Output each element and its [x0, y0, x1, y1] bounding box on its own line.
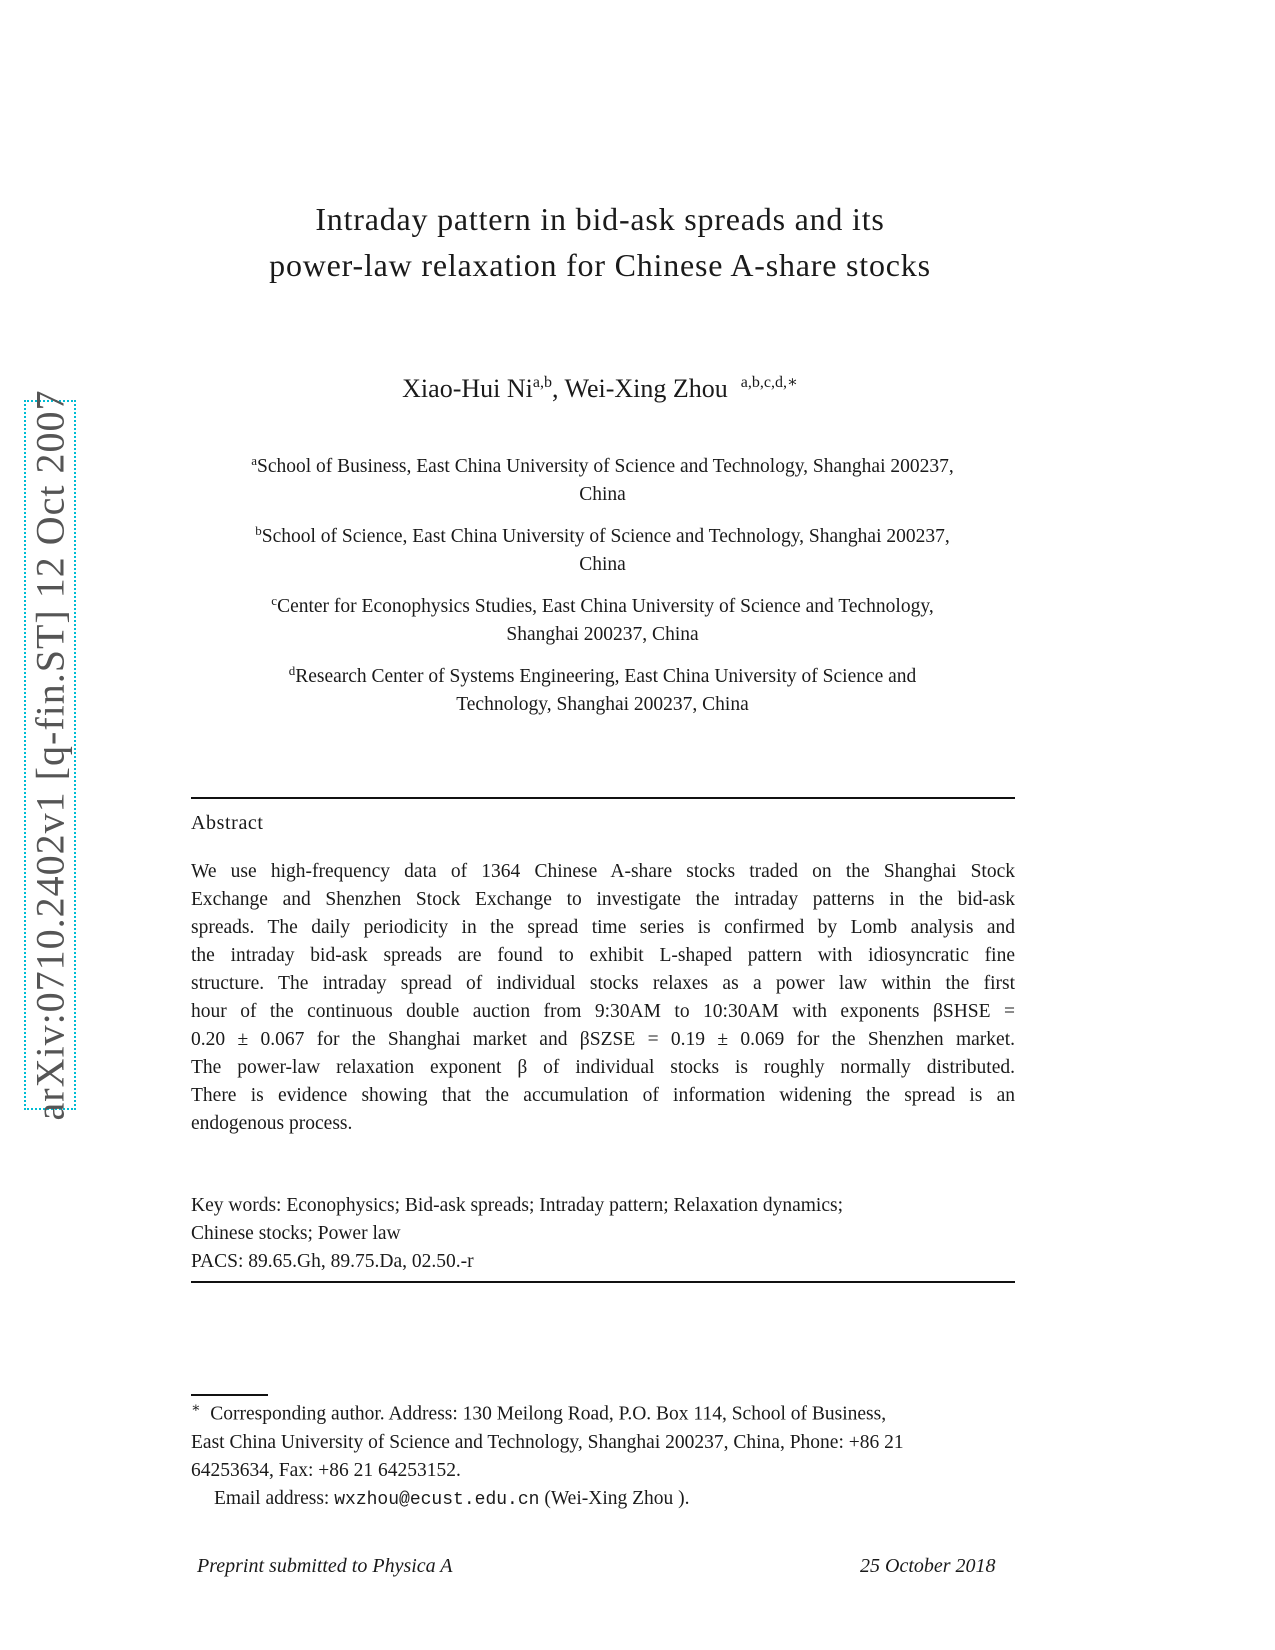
abstract-line: 0.20 ± 0.067 for the Shanghai market and βSZSE = 0.19 ± 0.069 for the Shenzhen market.: [191, 1029, 1015, 1050]
email-label: Email address:: [214, 1487, 330, 1509]
corresponding-author-footnote: [191, 1395, 1015, 1514]
preprint-date: 25 October 2018: [860, 1555, 996, 1577]
abstract-heading: Abstract: [191, 812, 264, 834]
footnote-text: East China University of Science and Technology, Shanghai 200237, China, Phone: +86 21: [191, 1431, 904, 1453]
arxiv-stamp: [24, 389, 76, 1121]
author-name: Wei-Xing Zhou: [564, 374, 728, 403]
abstract-line: structure. The intraday spread of individual stocks relaxes as a power law within the first: [191, 973, 1015, 994]
abstract-line: the intraday bid-ask spreads are found to exhibit L-shaped pattern with idiosyncratic fine: [191, 945, 1015, 966]
email-link[interactable]: wxzhou@ecust.edu.cn: [334, 1489, 540, 1510]
author-list: [160, 372, 1040, 404]
author-affiliation-marks: a,b: [532, 374, 552, 391]
abstract-line: There is evidence showing that the accumulation of information widening the spread is an: [191, 1085, 1015, 1106]
preprint-note: Preprint submitted to Physica A: [197, 1555, 453, 1577]
affiliation-mark: c: [271, 593, 278, 608]
abstract-line: spreads. The daily periodicity in the spread time series is confirmed by Lomb analysis and: [191, 917, 1015, 938]
affiliation-text: Research Center of Systems Engineering, East China University of Science and: [295, 666, 917, 687]
author-separator: ,: [551, 374, 565, 403]
abstract-body: [191, 858, 1015, 1138]
abstract-line: endogenous process.: [191, 1113, 353, 1134]
affiliation-mark: a: [251, 453, 258, 468]
abstract-bottom-rule: [191, 1281, 1015, 1283]
title-line-2: power-law relaxation for Chinese A-share stocks: [269, 247, 931, 283]
keywords-block: [191, 1192, 1015, 1276]
author-affiliation-marks: a,b,c,d,∗: [740, 374, 798, 391]
affiliation-mark: d: [288, 663, 296, 678]
abstract-line: We use high-frequency data of 1364 Chinese A-share stocks traded on the Shanghai Stock: [191, 861, 1015, 882]
affiliation-text: China: [579, 554, 626, 575]
email-owner: (Wei-Xing Zhou ).: [544, 1487, 690, 1509]
abstract-top-rule: [191, 797, 1015, 799]
footnote-text: 64253634, Fax: +86 21 64253152.: [191, 1459, 461, 1481]
footnote-mark: ∗: [191, 1401, 201, 1416]
pacs-codes: PACS: 89.65.Gh, 89.75.Da, 02.50.-r: [191, 1251, 474, 1272]
affiliation: [190, 657, 1015, 719]
affiliation: [190, 517, 1015, 579]
paper-title: [160, 196, 1040, 288]
affiliation-text: China: [579, 484, 626, 505]
affiliation-text: Technology, Shanghai 200237, China: [456, 694, 749, 715]
abstract-line: Exchange and Shenzhen Stock Exchange to investigate the intraday patterns in the bid-ask: [191, 889, 1015, 910]
affiliation-text: School of Business, East China University of Science and Technology, Shanghai 200237,: [257, 456, 954, 477]
arxiv-identifier: arXiv:0710.2402v1 [q-fin.ST] 12 Oct 2007: [27, 389, 73, 1121]
affiliation-text: School of Science, East China University of Science and Technology, Shanghai 200237,: [261, 526, 950, 547]
footnote-text: Corresponding author. Address: 130 Meilong Road, P.O. Box 114, School of Business,: [210, 1403, 887, 1425]
affiliation-text: Center for Econophysics Studies, East China University of Science and Technology,: [277, 596, 934, 617]
author-name: Xiao-Hui Ni: [402, 374, 533, 403]
title-line-1: Intraday pattern in bid-ask spreads and its: [315, 201, 885, 237]
affiliation: [190, 587, 1015, 649]
affiliation: [190, 447, 1015, 509]
affiliation-mark: b: [255, 523, 262, 538]
keywords-line: Chinese stocks; Power law: [191, 1223, 401, 1244]
keywords-line: Key words: Econophysics; Bid-ask spreads; Intraday pattern; Relaxation dynamics;: [191, 1195, 844, 1216]
abstract-line: hour of the continuous double auction from 9:30AM to 10:30AM with exponents βSHSE =: [191, 1001, 1015, 1022]
abstract-line: The power-law relaxation exponent β of individual stocks is roughly normally distributed.: [191, 1057, 1015, 1078]
affiliations: [190, 447, 1015, 727]
affiliation-text: Shanghai 200237, China: [506, 624, 699, 645]
